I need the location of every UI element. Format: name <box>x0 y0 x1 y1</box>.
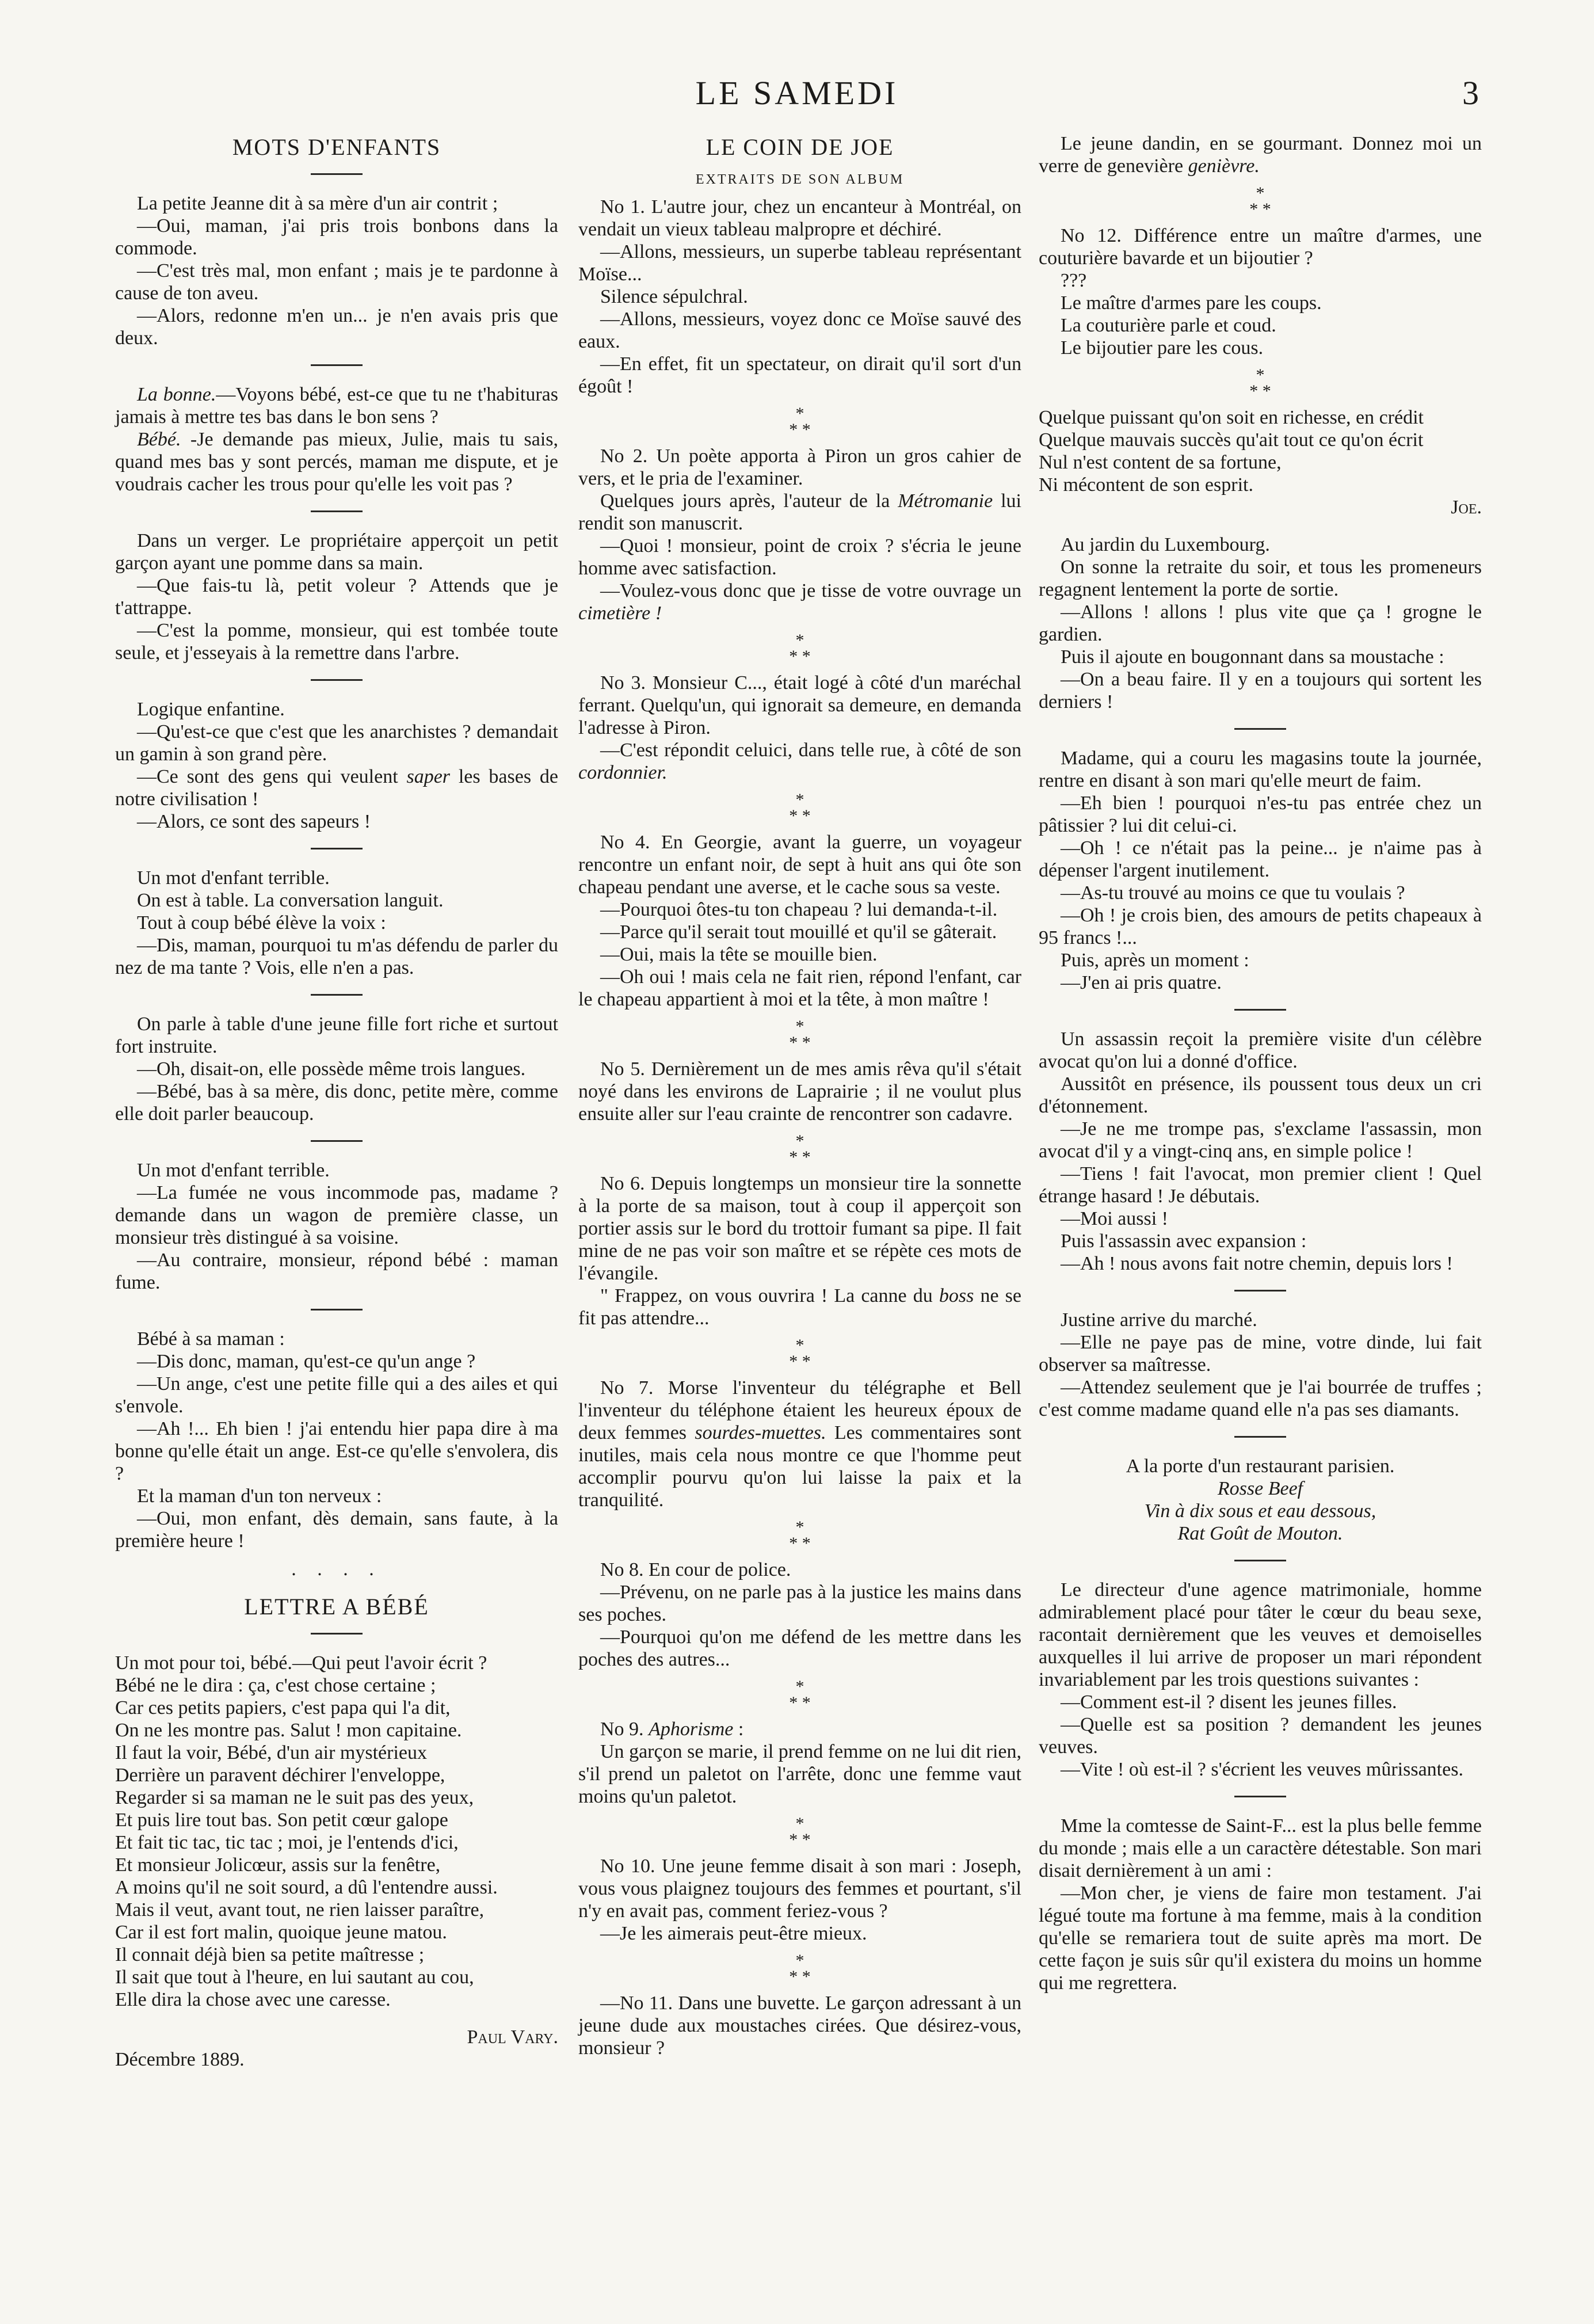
signature: Paul Vary. <box>467 2026 558 2048</box>
paragraph <box>578 739 1021 784</box>
paragraph: Madame, qui a couru les magasins toute la journée, rentre en disant à son mari qu'elle meurt de faim. <box>1039 748 1482 791</box>
divider <box>311 994 363 996</box>
paragraph: Un assassin reçoit la première visite d'un célèbre avocat qu'on lui a donné d'office. <box>1039 1028 1482 1072</box>
paragraph: Logique enfantine. <box>137 699 285 720</box>
paragraph: —J'en ai pris quatre. <box>1061 972 1222 993</box>
asterism-bottom: * * <box>789 1352 811 1371</box>
paragraph: —Oh ! ce n'était pas la peine... je n'aime pas à dépenser l'argent inutilement. <box>1039 837 1482 881</box>
italic-text: Rosse Beef <box>1217 1478 1303 1499</box>
paragraph: Dans un verger. Le propriétaire apperçoit un petit garçon ayant une pomme dans sa main. <box>115 530 558 574</box>
poem-line: Et fait tic tac, tic tac ; moi, je l'entends d'ici, <box>115 1832 459 1853</box>
paragraph: No 4. En Georgie, avant la guerre, un voyageur rencontre un enfant noir, de sept à huit ans qui ôte son chapeau pendant une averse, et le cache sous sa veste. <box>578 832 1021 898</box>
asterism-top: * <box>795 404 804 423</box>
text-run: Quelques jours après, l'auteur de la <box>600 490 898 512</box>
paragraph: Tout à coup bébé élève la voix : <box>137 912 386 934</box>
paragraph: No 3. Monsieur C..., était logé à côté d'un maréchal ferrant. Quelqu'un, qui ignorait sa demeure, en demanda l'adresse à Piron. <box>578 672 1021 738</box>
paragraph: No 1. L'autre jour, chez un encanteur à Montréal, on vendait un vieux tableau malpropre et déchiré. <box>578 196 1021 240</box>
paragraph: On parle à table d'une jeune fille fort riche et surtout fort instruite. <box>115 1014 558 1057</box>
text-run: Le jeune dandin, en se gourmant. Donnez moi un verre de genevière <box>1039 133 1482 177</box>
asterism-top: * <box>795 1677 804 1696</box>
paragraph <box>1039 132 1482 177</box>
divider <box>311 1309 363 1310</box>
divider <box>311 173 363 175</box>
asterism-bottom: * * <box>789 420 811 439</box>
asterism-bottom: * * <box>789 647 811 666</box>
divider <box>311 1140 363 1142</box>
signature: Joe. <box>1451 497 1482 518</box>
asterism <box>578 1519 1021 1552</box>
text-run: lui rendit son manuscrit. <box>578 490 1021 534</box>
menu-line <box>1039 1522 1482 1545</box>
asterism-bottom: * * <box>1249 200 1271 219</box>
paragraph: —Vite ! où est-il ? s'écrient les veuves mûrissantes. <box>1061 1759 1463 1780</box>
asterism <box>578 406 1021 438</box>
italic-text: Rat Goût de Mouton. <box>1177 1523 1343 1544</box>
paragraph: No 6. Depuis longtemps un monsieur tire la sonnette à la porte de sa maison, tout à coup il apperçoit son portier assis sur le bord du trottoir fumant sa pipe. Il fait mine de ne pas voir son maître et se répète ces mots de l'évangile. <box>578 1173 1021 1284</box>
paragraph: —Elle ne paye pas de mine, votre dinde, lui fait observer sa maîtresse. <box>1039 1332 1482 1376</box>
section-subheading: EXTRAITS DE SON ALBUM <box>695 172 905 187</box>
paragraph: —Je les aimerais peut-être mieux. <box>600 1923 867 1944</box>
paragraph: —Oui, mon enfant, dès demain, sans faute, à la première heure ! <box>115 1508 558 1552</box>
asterism-top: * <box>795 1814 804 1833</box>
asterism-top: * <box>795 1518 804 1537</box>
paragraph <box>115 428 558 496</box>
divider <box>1234 1009 1286 1011</box>
paragraph: Un mot d'enfant terrible. <box>137 867 330 889</box>
asterism-top: * <box>1256 184 1265 203</box>
paragraph: No 5. Dernièrement un de mes amis rêva qu'il s'était noyé dans les environs de Laprairie ; il ne voulut plus ensuite aller sur l'eau crainte de rencontrer son cadavre. <box>578 1058 1021 1125</box>
paragraph <box>578 490 1021 535</box>
verse-line: Quelque mauvais succès qu'ait tout ce qu'on écrit <box>1039 429 1424 451</box>
asterism-bottom: * * <box>789 1148 811 1167</box>
divider <box>311 848 363 849</box>
dotted-separator: . . . . <box>291 1559 382 1580</box>
divider <box>311 364 363 366</box>
paragraph <box>578 1285 1021 1329</box>
paragraph: Au jardin du Luxembourg. <box>1061 534 1270 555</box>
date-line: Décembre 1889. <box>115 2049 245 2070</box>
menu-line <box>1039 1477 1482 1500</box>
italic-text: sourdes-muettes. <box>695 1422 826 1443</box>
paragraph: Silence sépulchral. <box>600 286 748 307</box>
asterism <box>578 1816 1021 1848</box>
page-number: 3 <box>1462 74 1479 112</box>
divider <box>311 1633 363 1635</box>
asterism-bottom: * * <box>789 1967 811 1986</box>
text-run: No 9. <box>600 1719 649 1740</box>
text-run: —Ce sont des gens qui veulent <box>137 766 407 787</box>
paragraph: Le directeur d'une agence matrimoniale, homme admirablement placé pour tâter le cœur du beau sexe, racontait dernièrement que les veuves et demoiselles auxquelles il lui arrive de proposer un mari répondent invariablement par les trois questions suivantes : <box>1039 1579 1482 1690</box>
dialogue-text: —Voyons bébé, est-ce que tu ne t'habituras jamais à mettre tes bas dans le bon sens ? <box>115 384 559 428</box>
speaker-label: Bébé. <box>137 429 181 450</box>
paragraph: —Allons, messieurs, un superbe tableau représentant Moïse... <box>578 241 1021 285</box>
masthead <box>0 69 1594 127</box>
asterism-bottom: * * <box>789 1534 811 1553</box>
column-right <box>1039 132 1482 1994</box>
poem-line: A moins qu'il ne soit sourd, a dû l'entendre aussi. <box>115 1877 498 1898</box>
asterism-bottom: * * <box>789 1693 811 1712</box>
paragraph: La couturière parle et coud. <box>1061 315 1276 336</box>
paragraph: —Dis, maman, pourquoi tu m'as défendu de parler du nez de ma tante ? Vois, elle n'en a pas. <box>115 935 558 978</box>
paragraph: On est à table. La conversation languit. <box>137 890 444 911</box>
paragraph: —Bébé, bas à sa mère, dis donc, petite mère, comme elle doit parler beaucoup. <box>115 1081 558 1125</box>
paragraph: —Moi aussi ! <box>1061 1208 1168 1229</box>
paragraph: —Oh ! je crois bien, des amours de petits chapeaux à 95 francs !... <box>1039 905 1482 948</box>
paragraph: Puis, après un moment : <box>1061 950 1249 971</box>
italic-text: Métromanie <box>898 490 993 512</box>
paragraph: Puis il ajoute en bougonnant dans sa moustache : <box>1061 646 1444 668</box>
asterism <box>578 1953 1021 1985</box>
poem-line: Et puis lire tout bas. Son petit cœur galope <box>115 1809 448 1831</box>
text-run: " Frappez, on vous ouvrira ! La canne du <box>600 1285 939 1306</box>
paragraph: On sonne la retraite du soir, et tous les promeneurs regagnent lentement la porte de sortie. <box>1039 557 1482 600</box>
paragraph: Aussitôt en présence, ils poussent tous deux un cri d'étonnement. <box>1039 1073 1482 1117</box>
text-run: les bases de notre civilisation ! <box>115 766 558 810</box>
asterism <box>578 1019 1021 1051</box>
column-middle <box>578 132 1021 2059</box>
divider <box>1234 1560 1286 1561</box>
paragraph: —Qu'est-ce que c'est que les anarchistes ? demandait un gamin à son grand père. <box>115 721 558 765</box>
paragraph: —Parce qu'il serait tout mouillé et qu'il se gâterait. <box>600 921 997 943</box>
menu-line <box>1039 1500 1482 1522</box>
paragraph <box>578 1718 1021 1740</box>
section-heading-mots-denfants: MOTS D'ENFANTS <box>232 134 441 160</box>
asterism-top: * <box>795 1336 804 1355</box>
paragraph: Mme la comtesse de Saint-F... est la plus belle femme du monde ; mais elle a un caractère détestable. Son mari disait dernièrement à un ami : <box>1039 1815 1482 1881</box>
newspaper-title: LE SAMEDI <box>695 74 899 112</box>
paragraph: —Alors, ce sont des sapeurs ! <box>137 811 371 832</box>
paragraph: Bébé à sa maman : <box>137 1328 285 1350</box>
paragraph: No 8. En cour de police. <box>600 1559 791 1580</box>
paragraph: —Mon cher, je viens de faire mon testament. J'ai légué toute ma fortune à ma femme, mais à la condition qu'elle se remariera tout de suite après ma mort. De cette façon je suis sûr qu'il existera du moins un homme qui me regrettera. <box>1039 1883 1482 1994</box>
divider <box>311 679 363 681</box>
paragraph: —On a beau faire. Il y en a toujours qui sortent les derniers ! <box>1039 669 1482 713</box>
asterism-top: * <box>795 790 804 809</box>
paragraph: —Pourquoi qu'on me défend de les mettre dans les poches des autres... <box>578 1626 1021 1670</box>
paragraph: —Oh oui ! mais cela ne fait rien, répond l'enfant, car le chapeau appartient à moi et la tête, à mon maître ! <box>578 966 1021 1010</box>
asterism-bottom: * * <box>1249 382 1271 401</box>
column-left <box>115 132 558 2071</box>
divider <box>1234 728 1286 730</box>
paragraph: —Dis donc, maman, qu'est-ce qu'un ange ? <box>137 1351 476 1372</box>
paragraph: —Je ne me trompe pas, s'exclame l'assassin, mon avocat d'il y a vingt-cinq ans, en simple police ! <box>1039 1118 1482 1162</box>
paragraph: —Que fais-tu là, petit voleur ? Attends que je t'attrappe. <box>115 575 558 619</box>
italic-text: cordonnier. <box>578 762 668 783</box>
divider <box>1234 1796 1286 1797</box>
asterism <box>578 1679 1021 1711</box>
paragraph: —Allons ! allons ! plus vite que ça ! grogne le gardien. <box>1039 601 1482 645</box>
paragraph: Puis l'assassin avec expansion : <box>1061 1230 1307 1252</box>
paragraph <box>115 383 558 428</box>
asterism-bottom: * * <box>789 1033 811 1052</box>
dialogue-text: -Je demande pas mieux, Julie, mais tu sais, quand mes bas y sont percés, maman me dispute, et je voudrais cacher les trous pour qu'elle les voit pas ? <box>115 429 558 495</box>
asterism <box>578 1133 1021 1165</box>
poem <box>115 1652 558 2011</box>
paragraph: Un garçon se marie, il prend femme on ne lui dit rien, s'il prend un paletot on l'arrête, donc une femme vaut moins qu'un paletot. <box>578 1741 1021 1807</box>
paragraph: —Oui, maman, j'ai pris trois bonbons dans la commode. <box>115 215 558 259</box>
paragraph: —Prévenu, on ne parle pas à la justice les mains dans ses poches. <box>578 1582 1021 1625</box>
paragraph: Justine arrive du marché. <box>1061 1309 1257 1331</box>
poem-line: Regarder si sa maman ne le suit pas des yeux, <box>115 1787 474 1808</box>
poem-line: Car il est fort malin, quoique jeune matou. <box>115 1922 447 1943</box>
paragraph: —Oh, disait-on, elle possède même trois langues. <box>137 1058 526 1080</box>
asterism <box>1039 367 1482 399</box>
italic-text: boss <box>939 1285 974 1306</box>
paragraph: —Eh bien ! pourquoi n'es-tu pas entrée chez un pâtissier ? lui dit celui-ci. <box>1039 793 1482 836</box>
paragraph <box>115 765 558 810</box>
paragraph: —Alors, redonne m'en un... je n'en avais pris que deux. <box>115 305 558 349</box>
paragraph: Et la maman d'un ton nerveux : <box>137 1485 382 1507</box>
verse-line: Ni mécontent de son esprit. <box>1039 474 1253 496</box>
paragraph <box>578 1377 1021 1511</box>
paragraph: —La fumée ne vous incommode pas, madame ? demande dans un wagon de première classe, un monsieur très distingué à sa voisine. <box>115 1182 558 1248</box>
asterism-top: * <box>795 1951 804 1970</box>
italic-text: Aphorisme <box>649 1719 734 1740</box>
paragraph: A la porte d'un restaurant parisien. <box>1126 1456 1395 1477</box>
poem-line: Et monsieur Jolicœur, assis sur la fenêtre, <box>115 1854 441 1876</box>
paragraph: —Pourquoi ôtes-tu ton chapeau ? lui demanda-t-il. <box>600 899 998 920</box>
paragraph: —Quoi ! monsieur, point de croix ? s'écria le jeune homme avec satisfaction. <box>578 535 1021 579</box>
asterism <box>578 633 1021 665</box>
speaker-label: La bonne. <box>137 384 216 405</box>
italic-text: saper <box>406 766 451 787</box>
paragraph: Un mot d'enfant terrible. <box>137 1160 330 1181</box>
paragraph: —Quelle est sa position ? demandent les jeunes veuves. <box>1039 1714 1482 1758</box>
verse-line: Quelque puissant qu'on soit en richesse, en crédit <box>1039 407 1424 428</box>
paragraph: —Un ange, c'est une petite fille qui a des ailes et qui s'envole. <box>115 1373 558 1417</box>
poem-line: Bébé ne le dira : ça, c'est chose certaine ; <box>115 1675 436 1696</box>
italic-text: Vin à dix sous et eau dessous, <box>1144 1500 1376 1522</box>
text-run: No 7. Morse l'inventeur du télégraphe et Bell l'inventeur du téléphone étaient les heureux époux de deux femmes <box>578 1377 1021 1443</box>
poem-line: Elle dira la chose avec une caresse. <box>115 1989 391 2010</box>
text-run: ne se fit pas attendre... <box>578 1285 1022 1329</box>
paragraph: No 10. Une jeune femme disait à son mari : Joseph, vous vous plaignez toujours des femmes et pourtant, s'il n'y en avait pas, comment feriez-vous ? <box>578 1856 1021 1922</box>
text-run: Les commentaires sont inutiles, mais cela nous montre ce que l'homme peut accomplir pourvu qu'on lui laisse la paix et la tranquilité. <box>578 1422 1021 1511</box>
paragraph: —Allons, messieurs, voyez donc ce Moïse sauvé des eaux. <box>578 308 1021 352</box>
poem-line: Il faut la voir, Bébé, d'un air mystérieux <box>115 1742 427 1763</box>
poem-line: Un mot pour toi, bébé.—Qui peut l'avoir écrit ? <box>115 1652 487 1674</box>
section-heading-coin-de-joe: LE COIN DE JOE <box>706 134 894 160</box>
divider <box>1234 1290 1286 1291</box>
paragraph: —Oui, mais la tête se mouille bien. <box>600 944 878 965</box>
divider <box>311 510 363 512</box>
poem-line: Car ces petits papiers, c'est papa qui l'a dit, <box>115 1697 451 1719</box>
paragraph: —Comment est-il ? disent les jeunes filles. <box>1061 1691 1397 1713</box>
asterism <box>578 1338 1021 1370</box>
poem-line: Derrière un paravent déchirer l'enveloppe, <box>115 1765 445 1786</box>
asterism-top: * <box>1256 365 1265 384</box>
italic-text: genièvre. <box>1188 155 1260 177</box>
text-run: —Voulez-vous donc que je tisse de votre ouvrage un <box>600 580 1021 601</box>
verse-line: Nul n'est content de sa fortune, <box>1039 452 1282 473</box>
paragraph: ??? <box>1061 270 1087 291</box>
asterism-top: * <box>795 1131 804 1150</box>
paragraph: —Ah !... Eh bien ! j'ai entendu hier papa dire à ma bonne qu'elle était un ange. Est-ce qu'elle s'envolera, dis ? <box>115 1418 558 1484</box>
divider <box>1234 1436 1286 1438</box>
poem-line: Il connait déjà bien sa petite maîtresse ; <box>115 1944 425 1965</box>
poem-line: Il sait que tout à l'heure, en lui sautant au cou, <box>115 1967 474 1988</box>
paragraph: —C'est très mal, mon enfant ; mais je te pardonne à cause de ton aveu. <box>115 260 558 304</box>
paragraph: —Ah ! nous avons fait notre chemin, depuis lors ! <box>1061 1253 1453 1274</box>
asterism-top: * <box>795 631 804 650</box>
paragraph: —Tiens ! fait l'avocat, mon premier client ! Quel étrange hasard ! Je débutais. <box>1039 1163 1482 1207</box>
paragraph <box>578 580 1021 624</box>
paragraph: Le bijoutier pare les cous. <box>1061 337 1264 359</box>
paragraph: —Au contraire, monsieur, répond bébé : maman fume. <box>115 1249 558 1293</box>
text-run: : <box>733 1719 744 1740</box>
section-heading-lettre-a-bebe: LETTRE A BÉBÉ <box>244 1594 429 1620</box>
paragraph: No 12. Différence entre un maître d'armes, une couturière bavarde et un bijoutier ? <box>1039 225 1482 269</box>
paragraph: —Attendez seulement que je l'ai bourrée de truffes ; c'est comme madame quand elle n'a pas ses diamants. <box>1039 1377 1482 1420</box>
asterism-top: * <box>795 1017 804 1036</box>
asterism <box>578 792 1021 824</box>
italic-text: cimetière ! <box>578 603 662 624</box>
poem-line: On ne les montre pas. Salut ! mon capitaine. <box>115 1720 462 1741</box>
asterism <box>1039 185 1482 218</box>
paragraph: No 2. Un poète apporta à Piron un gros cahier de vers, et le pria de l'examiner. <box>578 445 1021 489</box>
paragraph: —No 11. Dans une buvette. Le garçon adressant à un jeune dude aux moustaches cirées. Que désirez-vous, monsieur ? <box>578 1992 1021 2059</box>
paragraph: —En effet, fit un spectateur, on dirait qu'il sort d'un égoût ! <box>578 353 1021 397</box>
asterism-bottom: * * <box>789 806 811 825</box>
poem-line: Mais il veut, avant tout, ne rien laisser paraître, <box>115 1899 485 1921</box>
paragraph: La petite Jeanne dit à sa mère d'un air contrit ; <box>137 193 498 214</box>
paragraph: —As-tu trouvé au moins ce que tu voulais ? <box>1061 882 1405 904</box>
asterism-bottom: * * <box>789 1830 811 1849</box>
paragraph: —C'est la pomme, monsieur, qui est tombée toute seule, et j'esseyais à la remettre dans l'arbre. <box>115 620 558 664</box>
text-run: —C'est répondit celuici, dans telle rue, à côté de son <box>600 740 1021 761</box>
paragraph: Le maître d'armes pare les coups. <box>1061 292 1322 314</box>
